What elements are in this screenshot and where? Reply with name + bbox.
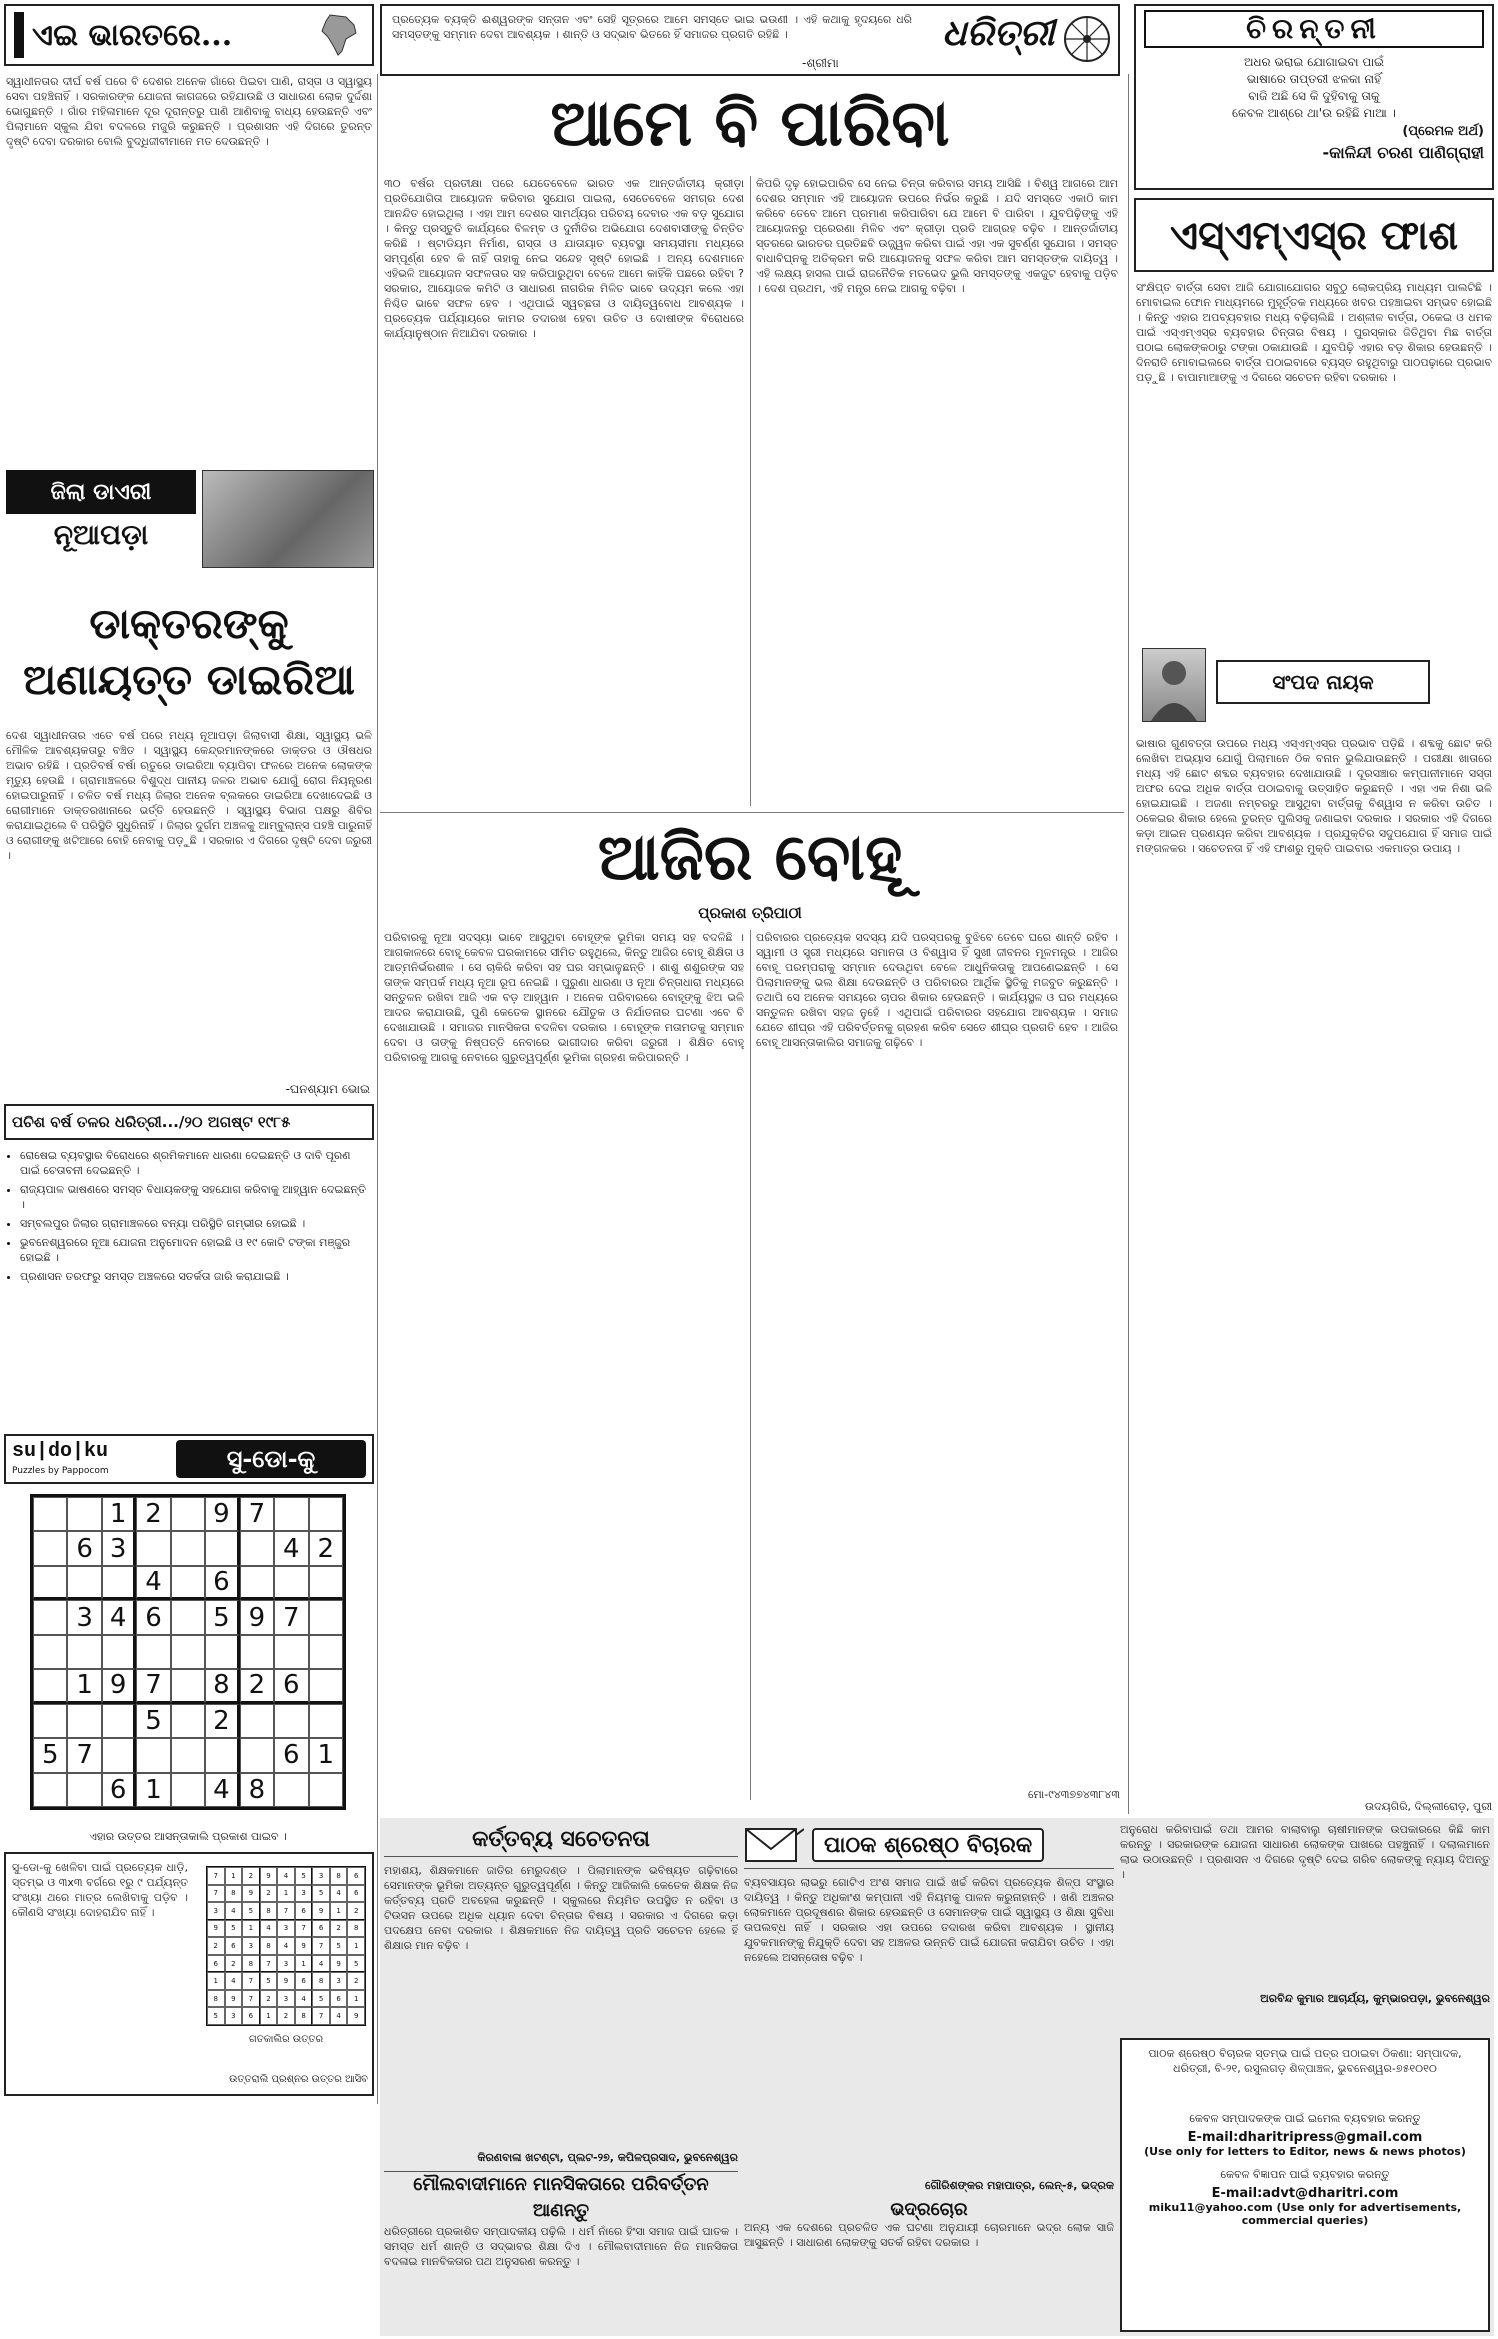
sudoku-cell: 2 <box>240 1669 274 1703</box>
right-letter-signature: ଅରବିନ୍ଦ କୁମାର ଆଚାର୍ଯ୍ୟ, କୁମ୍ଭାରପଡ଼ା, ଭୁବନେଶ୍ୱର <box>1260 1992 1490 2005</box>
district-diary-header <box>6 470 372 568</box>
sudoku-cell: 9 <box>277 1972 295 1990</box>
sudoku-cell: 4 <box>330 2007 348 2025</box>
sudoku-cell: 5 <box>242 1902 260 1920</box>
sudoku-cell: 4 <box>260 1920 278 1938</box>
sudoku-cell: 6 <box>136 1600 170 1634</box>
sudoku-cell <box>67 1704 101 1738</box>
sudoku-cell: 7 <box>274 1600 308 1634</box>
submission-intro: ପାଠକ ଶ୍ରେଷ୍ଠ ବିଚାରକ ସ୍ତମ୍ଭ ପାଇଁ ପତ୍ର ପଠାଇବା ଠିକଣା: ସମ୍ପାଦକ, ଧରିତ୍ରୀ, ବି-୨୧, ରସୁଲଗଡ଼ ଶିଳ୍ପାଞ୍ଚଳ, ଭୁବନେଶ୍ୱର-୭୫୧୦୧୦ <box>1148 2047 1462 2075</box>
chirantani-title: ଚିରନ୍ତନୀ <box>1144 10 1484 48</box>
sudoku-cell: 4 <box>274 1531 308 1565</box>
history-item: • ସମ୍ବଲପୁର ଜିଲାର ଗ୍ରାମାଞ୍ଚଳରେ ବନ୍ୟା ପରିସ୍ଥିତି ଗମ୍ଭୀର ହୋଇଛି । <box>20 1216 370 1231</box>
sudoku-cell: 3 <box>295 1885 313 1903</box>
author-name-box <box>1216 660 1430 704</box>
sudoku-cell: 4 <box>205 1773 239 1807</box>
sudoku-grid <box>30 1494 346 1810</box>
sudoku-cell <box>67 1497 101 1531</box>
chirantani-box <box>1134 4 1494 190</box>
chirantani-source: (ପ୍ରେମଳ ଅର୍ଥ) <box>1402 124 1484 139</box>
sudoku-title: ସୁ-ଡୋ-କୁ <box>176 1440 366 1478</box>
twenty-five-years-list <box>6 1148 370 1428</box>
sudoku-cell: 8 <box>260 1937 278 1955</box>
sudoku-cell: 2 <box>207 1937 225 1955</box>
sudoku-cell <box>33 1566 67 1600</box>
sudoku-cell <box>67 1566 101 1600</box>
best-reader-section <box>744 1822 1114 2322</box>
sudoku-cell: 1 <box>277 1885 295 1903</box>
right-letter-body: ଅନୁରୋଧ କରିବାପାଇଁ ତଥା ଆମର ବାଲାବାଲୁ ଚାଷୀମାନଙ୍କ ଉପକାରରେ କିଛି କାମ କରନ୍ତୁ । ସରକାରଙ୍କ ଯୋଜନା ସାଧାରଣ ଲୋକଙ୍କ ପାଖରେ ପହଞ୍ଚୁନାହିଁ । ଦଲାଲମାନେ ଲାଭ ଉଠାଉଛନ୍ତି । ପ୍ରଶାସନ ଏ ଦିଗରେ ଦୃଷ୍ଟି ଦେଇ ଗରିବ ଲୋକଙ୍କୁ ନ୍ୟାୟ ଦିଅନ୍ତୁ । <box>1120 1823 1490 1881</box>
sudoku-cell <box>274 1773 308 1807</box>
district-photo <box>202 470 374 568</box>
sudoku-cell: 1 <box>225 1867 243 1885</box>
sudoku-cell: 5 <box>312 1885 330 1903</box>
history-item: • ରୋଷେଇ ବ୍ୟବସ୍ଥାର ବିରୋଧରେ ଶ୍ରମିକମାନେ ଧାରଣା ଦେଇଛନ୍ତି ଓ ଦାବି ପୂରଣ ପାଇଁ ଚେତାବନୀ ଦେଇଛନ୍ତି । <box>20 1148 370 1178</box>
sudoku-cell: 8 <box>295 2007 313 2025</box>
sudoku-cell: 5 <box>347 1955 365 1973</box>
sudoku-cell: 1 <box>260 2007 278 2025</box>
sudoku-cell: 8 <box>225 1885 243 1903</box>
sudoku-cell: 1 <box>242 1920 260 1938</box>
brand-logo: ଧରିତ୍ରୀ <box>942 12 1055 54</box>
chirantani-verse: ଅଧର ଭରାଇ ଯୋଗାଇବା ପାଇଁ ଭାଷାରେ ତାପ୍ତରୀ ଝଳକା ନାହିଁ ବାଜି ଅଛି ସେ କି ଦୁହିବାକୁ ତାକୁ କେବଳ ଆଶ୍ରେ ଥା'ଉ ରହିଛି ମାଆ । <box>1232 55 1396 120</box>
previous-solution-grid <box>206 1866 366 2026</box>
sudoku-cell: 9 <box>225 1990 243 2008</box>
sudoku-cell: 4 <box>330 1885 348 1903</box>
district-headline: ଡାକ୍ତରଙ୍କୁ ଅଣାୟତ୍ତ ଡାଇରିଆ <box>23 599 355 704</box>
author-block <box>1136 648 1492 728</box>
sudoku-cell <box>67 1773 101 1807</box>
duty-letter-title: କର୍ତ୍ତବ୍ୟ ସଚେତନତା <box>384 1822 738 1857</box>
best-reader-sub-body: ଅନ୍ୟ ଏକ ଦେଶରେ ପ୍ରଚଳିତ ଏକ ଘଟଣା ଅନୁଯାୟୀ ଚୋରମାନେ ଭଦ୍ର ଲୋକ ସାଜି ଆସୁଛନ୍ତି । ସାଧାରଣ ଲୋକଙ୍କୁ ସତର୍କ ରହିବା ଦରକାର । <box>744 2221 1114 2249</box>
top-quote-text: ପ୍ରତ୍ୟେକ ବ୍ୟକ୍ତି ଈଶ୍ୱରଙ୍କ ସନ୍ତାନ ଏବଂ ସେହି ସୂତ୍ରରେ ଆମେ ସମସ୍ତେ ଭାଇ ଭଉଣୀ । ଏହି କଥାକୁ ହୃଦୟରେ ଧରି ସମସ୍ତଙ୍କୁ ସମ୍ମାନ ଦେବା ଆବଶ୍ୟକ । ଶାନ୍ତି ଓ ସଦ୍ଭାବ ଭିତରେ ହିଁ ସମାଜର ପ୍ରଗତି ରହିଛି । <box>392 13 912 41</box>
sudoku-cell: 3 <box>330 1972 348 1990</box>
sudoku-cell: 9 <box>347 2007 365 2025</box>
chakra-icon <box>1062 14 1112 64</box>
sudoku-cell: 1 <box>67 1669 101 1703</box>
twenty-five-years-header <box>4 1104 374 1140</box>
sudoku-cell: 9 <box>295 1937 313 1955</box>
anganwadi-letter-body: ଧରିତ୍ରୀରେ ପ୍ରକାଶିତ ସମ୍ପାଦକୀୟ ପଢ଼ିଲି । ଧର୍ମ ନାଁରେ ହିଂସା ସମାଜ ପାଇଁ ଘାତକ । ସମସ୍ତ ଧର୍ମ ଶାନ୍ତି ଓ ସଦ୍ଭାବର ଶିକ୍ଷା ଦିଏ । ମୌଲବାଦୀମାନେ ନିଜ ମାନସିକତା ବଦଳାଇ ମାନବିକତାର ପଥ ଅନୁସରଣ କରନ୍ତୁ । <box>384 2225 738 2268</box>
best-reader-title: ପାଠକ ଶ୍ରେଷ୍ଠ ବିଚାରକ <box>812 1828 1044 1862</box>
district-body: ଦେଶ ସ୍ୱାଧୀନତାର ଏତେ ବର୍ଷ ପରେ ମଧ୍ୟ ନୂଆପଡ଼ା ଜିଲାବାସୀ ଶିକ୍ଷା, ସ୍ୱାସ୍ଥ୍ୟ ଭଳି ମୌଳିକ ଆବଶ୍ୟକତାରୁ ବଞ୍ଚିତ । ସ୍ୱାସ୍ଥ୍ୟ କେନ୍ଦ୍ରମାନଙ୍କରେ ଡାକ୍ତର ଓ ଔଷଧର ଅଭାବ ରହିଛି । ପ୍ରତିବର୍ଷ ବର୍ଷା ଋତୁରେ ଡାଇରିଆ ବ୍ୟାପିବା ଫଳରେ ଅନେକ ଲୋକଙ୍କ ମୃତ୍ୟୁ ହେଉଛି । ଗ୍ରାମାଞ୍ଚଳରେ ବିଶୁଦ୍ଧ ପାନୀୟ ଜଳର ଅଭାବ ଯୋଗୁଁ ରୋଗ ନିୟନ୍ତ୍ରଣ ହୋଇପାରୁନାହିଁ । ଚଳିତ ବର୍ଷ ମଧ୍ୟ ଜିଲାର ଅନେକ ବ୍ଲକରେ ଡାଇରିଆ ଦେଖାଦେଇଛି ଓ ରୋଗୀମାନେ ଡାକ୍ତରଖାନାରେ ଭର୍ତ୍ତି ହେଉଛନ୍ତି । ସ୍ୱାସ୍ଥ୍ୟ ବିଭାଗ ପକ୍ଷରୁ ଶିବିର କରାଯାଇଥିଲେ ବି ପରିସ୍ଥିତି ସୁଧୁରିନାହିଁ । ଜିଲାର ଦୁର୍ଗମ ଅଞ୍ଚଳକୁ ଆମ୍ବୁଲାନ୍ସ ପହଞ୍ଚି ପାରୁନାହିଁ ଓ ରୋଗୀଙ୍କୁ ଖଟିଆରେ ବୋହି ନେବାକୁ ପଡ଼ୁଛି । ସରକାର ଏ ଦିଗରେ ଦୃଷ୍ଟି ଦେବା ଜରୁରୀ । <box>6 729 372 862</box>
sudoku-cell: 3 <box>207 1902 225 1920</box>
sudoku-cell: 7 <box>242 1990 260 2008</box>
sudoku-cell: 6 <box>295 1972 313 1990</box>
sudoku-cell <box>33 1773 67 1807</box>
sudoku-cell <box>274 1566 308 1600</box>
previous-solution-label: ଗତକାଲିର ଉତ୍ତର <box>248 2034 324 2045</box>
editorial-headline: ଆମେ ବି ପାରିବା <box>550 86 950 161</box>
sudoku-cell: 7 <box>242 1972 260 1990</box>
sudoku-cell: 8 <box>242 1955 260 1973</box>
sudoku-cell: 7 <box>207 1867 225 1885</box>
author-photo <box>1142 648 1206 722</box>
sudoku-cell: 6 <box>242 2007 260 2025</box>
sudoku-cell: 2 <box>347 1972 365 1990</box>
chirantani-poet: -କାଳିନ୍ଦୀ ଚରଣ ପାଣିଗ୍ରାହୀ <box>1322 143 1484 162</box>
sudoku-cell <box>274 1704 308 1738</box>
sudoku-cell: 5 <box>312 1990 330 2008</box>
sudoku-cell: 2 <box>225 1955 243 1973</box>
ad-label: କେବଳ ବିଜ୍ଞାପନ ପାଇଁ ବ୍ୟବହାର କରନ୍ତୁ <box>1220 2168 1390 2181</box>
sudoku-cell: 7 <box>277 1902 295 1920</box>
sudoku-cell: 1 <box>207 1972 225 1990</box>
sudoku-cell: 8 <box>240 1773 274 1807</box>
sudoku-cell <box>171 1704 205 1738</box>
sudoku-cell: 8 <box>205 1669 239 1703</box>
sudoku-cell: 1 <box>295 1955 313 1973</box>
sudoku-cell <box>171 1635 205 1669</box>
sudoku-cell: 6 <box>67 1531 101 1565</box>
sudoku-cell: 2 <box>205 1704 239 1738</box>
sudoku-cell: 9 <box>260 1867 278 1885</box>
sudoku-cell <box>136 1531 170 1565</box>
sudoku-cell: 4 <box>225 1902 243 1920</box>
sudoku-cell <box>240 1566 274 1600</box>
this-india-header <box>4 4 374 66</box>
sms-body-2: ଭାଷାର ଗୁଣବତ୍ତା ଉପରେ ମଧ୍ୟ ଏସ୍‌ଏମ୍‌ଏସ୍‌ର ପ୍ରଭାବ ପଡ଼ିଛି । ଶବ୍ଦକୁ ଛୋଟ କରି ଲେଖିବା ଅଭ୍ୟାସ ଯୋଗୁଁ ପିଲାମାନେ ଠିକ ବନାନ ଭୁଲିଯାଉଛନ୍ତି । ପରୀକ୍ଷା ଖାତାରେ ମଧ୍ୟ ଏହି ଛୋଟ ଶବ୍ଦର ବ୍ୟବହାର ଦେଖାଯାଉଛି । ଦୂରସଞ୍ଚାର କମ୍ପାନୀମାନେ ସସ୍ତା ଅଫର ଦେଇ ଅଧିକ ବାର୍ତ୍ତା ପଠାଇବାକୁ ଉତ୍ସାହିତ କରୁଛନ୍ତି । ଏହା ଏକ ନିଶା ଭଳି ହୋଇଯାଇଛି । ଅଜଣା ନମ୍ବରରୁ ଆସୁଥିବା ବାର୍ତ୍ତାକୁ ବିଶ୍ୱାସ ନ କରିବା ଉଚିତ । ଠକେଇର ଶିକାର ହେଲେ ତୁରନ୍ତ ପୁଲିସକୁ ଜଣାଇବା ଦରକାର । ସରକାର ଏହି ଦିଗରେ କଡ଼ା ଆଇନ ପ୍ରଣୟନ କରିବା ଆବଶ୍ୟକ । ପ୍ରଯୁକ୍ତିର ସଦୁପଯୋଗ ହିଁ ସମାଜ ପାଇଁ ମଙ୍ଗଳକର । ସଚେତନତା ହିଁ ଏହି ଫାଶରୁ ମୁକ୍ତି ପାଇବାର ଏକମାତ୍ର ଉପାୟ । <box>1136 737 1492 855</box>
best-reader-body: ବ୍ୟବସାୟର ଲାଭରୁ ଗୋଟିଏ ଅଂଶ ସମାଜ ପାଇଁ ଖର୍ଚ୍ଚ କରିବା ପ୍ରତ୍ୟେକ ଶିଳ୍ପ ସଂସ୍ଥାର ଦାୟିତ୍ୱ । କିନ୍ତୁ ଅଧିକାଂଶ କମ୍ପାନୀ ଏହି ନିୟମକୁ ପାଳନ କରୁନାହାନ୍ତି । ଖଣି ଅଞ୍ଚଳର ଲୋକମାନେ ପ୍ରଦୂଷଣର ଶିକାର ହେଉଛନ୍ତି ଓ ସେମାନଙ୍କ ପାଇଁ ସ୍ୱାସ୍ଥ୍ୟ ଓ ଶିକ୍ଷା ସୁବିଧା ଉପଲବ୍ଧ ନାହିଁ । ସରକାର ଏହା ଉପରେ ତଦାରଖ କରିବା ଆବଶ୍ୟକ । ସ୍ଥାନୀୟ ଯୁବକମାନଙ୍କୁ ନିଯୁକ୍ତି ଦେବା ସହ ଅଞ୍ଚଳର ଉନ୍ନତି ପାଇଁ ଯୋଜନା କରାଯିବା ଉଚିତ । ଏହା ନହେଲେ ଅସନ୍ତୋଷ ବଢ଼ିବ । <box>744 1876 1114 1964</box>
history-item: • ପ୍ରଶାସନ ତରଫରୁ ସମସ୍ତ ଅଞ୍ଚଳରେ ସତର୍କତା ଜାରି କରାଯାଇଛି । <box>20 1269 370 1284</box>
best-reader-signature: ଗୌରିଶଙ୍କର ମହାପାତ୍ର, ଲେନ୍-୫, ଭଦ୍ରକ <box>925 2179 1114 2192</box>
sudoku-cell: 9 <box>205 1497 239 1531</box>
sudoku-cell: 8 <box>260 1902 278 1920</box>
sudoku-cell: 3 <box>312 1867 330 1885</box>
sudoku-cell: 4 <box>102 1600 136 1634</box>
sudoku-cell: 6 <box>330 1990 348 2008</box>
district-diary-label: ଜିଲା ଡାଏରୀ <box>6 470 196 514</box>
sudoku-cell: 4 <box>277 1867 295 1885</box>
twenty-five-years-title: ପଚିଶ ବର୍ଷ ତଳର ଧରିତ୍ରୀ.../୨୦ ଅଗଷ୍ଟ ୧୯୮୫ <box>12 1113 291 1131</box>
sudoku-cell: 6 <box>312 1920 330 1938</box>
sudoku-cell: 6 <box>102 1773 136 1807</box>
sudoku-cell <box>171 1566 205 1600</box>
sudoku-cell <box>136 1738 170 1772</box>
sudoku-cell <box>240 1531 274 1565</box>
history-item: • ଭୁବନେଶ୍ୱରରେ ନୂଆ ଯୋଜନା ଅନୁମୋଦନ ହୋଇଛି ଓ ୧୯ କୋଟି ଟଙ୍କା ମଞ୍ଜୁର ହୋଇଛି । <box>20 1235 370 1265</box>
sudoku-cell: 5 <box>225 1920 243 1938</box>
sudoku-cell: 2 <box>136 1497 170 1531</box>
right-letter <box>1120 1822 1490 2032</box>
best-reader-header <box>744 1822 1114 1869</box>
author-name: ସଂପଦ ନାୟକ <box>1272 670 1374 694</box>
person-icon <box>1143 649 1205 721</box>
sudoku-cell <box>171 1497 205 1531</box>
this-india-body: ସ୍ୱାଧୀନତାର ଦୀର୍ଘ ବର୍ଷ ପରେ ବି ଦେଶର ଅନେକ ଗାଁରେ ପିଇବା ପାଣି, ରାସ୍ତା ଓ ସ୍ୱାସ୍ଥ୍ୟ ସେବା ପହଞ୍ଚିନାହିଁ । ସରକାରଙ୍କ ଯୋଜନା କାଗଜରେ ରହିଯାଉଛି ଓ ସାଧାରଣ ଲୋକ ଦୁର୍ଦ୍ଦଶା ଭୋଗୁଛନ୍ତି । ଗାଁର ମହିଳାମାନେ ଦୂର ଦୂରାନ୍ତରୁ ପାଣି ଆଣିବାକୁ ବାଧ୍ୟ ହେଉଛନ୍ତି ଏବଂ ପିଲାମାନେ ସ୍କୁଲ ଯିବା ବଦଳରେ ମଜୁରି କରୁଛନ୍ତି । ପ୍ରଶାସନ ଏହି ଦିଗରେ ତୁରନ୍ତ ଦୃଷ୍ଟି ଦେବା ଦରକାର ବୋଲି ବୁଦ୍ଧିଜୀବୀମାନେ ମତ ଦେଉଛନ୍ତି । <box>6 75 372 148</box>
sudoku-cell <box>67 1635 101 1669</box>
india-map-icon <box>316 11 364 59</box>
sudoku-cell: 8 <box>312 1972 330 1990</box>
sudoku-cell: 5 <box>260 1972 278 1990</box>
sudoku-cell: 2 <box>242 1867 260 1885</box>
sudoku-cell: 6 <box>347 1885 365 1903</box>
sudoku-cell: 6 <box>295 1902 313 1920</box>
sudoku-cell: 1 <box>136 1773 170 1807</box>
ad-email[interactable]: E-mail:advt@dharitri.com <box>1211 2186 1399 2201</box>
sudoku-cell <box>205 1738 239 1772</box>
sudoku-cell <box>102 1738 136 1772</box>
editorial-col1: ୩୦ ବର୍ଷର ପ୍ରତୀକ୍ଷା ପରେ ଯେତେବେଳେ ଭାରତ ଏକ ଆନ୍ତର୍ଜାତୀୟ କ୍ରୀଡ଼ା ପ୍ରତିଯୋଗିତା ଆୟୋଜନ କରିବାର ସୁଯୋଗ ପାଇଲା, ସେତେବେଳେ ସମଗ୍ର ଦେଶ ଆନନ୍ଦିତ ହୋଇଥିଲା । ଏହା ଆମ ଦେଶର ସାମର୍ଥ୍ୟର ପରିଚୟ ଦେବାର ଏକ ବଡ଼ ସୁଯୋଗ । କିନ୍ତୁ ପ୍ରସ୍ତୁତି କାର୍ଯ୍ୟରେ ବିଳମ୍ବ ଓ ଦୁର୍ନୀତିର ଅଭିଯୋଗ ଦେଶବାସୀଙ୍କୁ ଚିନ୍ତିତ କରିଛି । ଷ୍ଟାଡିୟମ ନିର୍ମାଣ, ରାସ୍ତା ଓ ଯାତାୟାତ ବ୍ୟବସ୍ଥା ସମୟସୀମା ମଧ୍ୟରେ ସମ୍ପୂର୍ଣ୍ଣ ହେବ କି ନାହିଁ ତାହାକୁ ନେଇ ସନ୍ଦେହ ସୃଷ୍ଟି ହୋଇଛି । ଅନ୍ୟ ଦେଶମାନେ ଏହିଭଳି ଆୟୋଜନ ସଫଳତାର ସହ କରିପାରୁଥିବା ବେଳେ ଆମେ କାହିଁକି ପଛରେ ରହିବା ? ସରକାର, ଆୟୋଜକ କମିଟି ଓ ସାଧାରଣ ନାଗରିକ ମିଳିତ ଭାବେ ଉଦ୍ୟମ କଲେ ଏହା ନିଶ୍ଚିତ ଭାବେ ସଫଳ ହେବ । ଏଥିପାଇଁ ସ୍ୱଚ୍ଛତା ଓ ଦାୟିତ୍ୱବୋଧ ଆବଶ୍ୟକ । ପ୍ରତ୍ୟେକ ପର୍ଯ୍ୟାୟରେ କାମର ତଦାରଖ ହେବା ଉଚିତ ଓ ଦୋଷୀଙ୍କ ବିରୋଧରେ କାର୍ଯ୍ୟାନୁଷ୍ଠାନ ନିଆଯିବା ଦରକାର । <box>384 177 744 340</box>
sudoku-cell: 3 <box>225 2007 243 2025</box>
sudoku-cell: 1 <box>309 1738 343 1772</box>
district-byline: -ଘନଶ୍ୟାମ ଭୋଇ <box>285 1082 370 1096</box>
sudoku-cell: 6 <box>225 1937 243 1955</box>
sudoku-cell: 8 <box>207 1990 225 2008</box>
editor-email[interactable]: E-mail:dharitripress@gmail.com <box>1187 2130 1423 2145</box>
sudoku-cell <box>274 1635 308 1669</box>
sudoku-cell <box>309 1566 343 1600</box>
sms-address: ଉଦୟଗିରି, ଦିଲ୍ଲୀରୋଡ଼, ପୁରୀ <box>1364 1800 1492 1813</box>
sudoku-cell: 6 <box>207 1955 225 1973</box>
sudoku-cell: 7 <box>312 1937 330 1955</box>
this-india-title: ଏଇ ଭାରତରେ... <box>32 17 233 53</box>
sudoku-cell: 7 <box>295 1920 313 1938</box>
sudoku-cell <box>309 1704 343 1738</box>
sudoku-cell: 1 <box>330 1902 348 1920</box>
sudoku-cell: 8 <box>330 1867 348 1885</box>
sudoku-answer-note: ଏହାର ଉତ୍ତର ଆସନ୍ତାକାଲି ପ୍ରକାଶ ପାଇବ । <box>89 1830 287 1843</box>
sudoku-cell: 1 <box>347 1990 365 2008</box>
sudoku-cell <box>33 1635 67 1669</box>
sudoku-cell: 5 <box>136 1704 170 1738</box>
sudoku-cell <box>274 1497 308 1531</box>
sudoku-cell: 5 <box>330 1937 348 1955</box>
feature-col2: ପରିବାରର ପ୍ରତ୍ୟେକ ସଦସ୍ୟ ଯଦି ପରସ୍ପରକୁ ବୁଝିବେ ତେବେ ଘରେ ଶାନ୍ତି ରହିବ । ସ୍ୱାମୀ ଓ ସ୍ତ୍ରୀ ମଧ୍ୟରେ ସମାନତା ଓ ବିଶ୍ୱାସ ହିଁ ସୁଖୀ ଜୀବନର ମୂଳମନ୍ତ୍ର । ଆଜିର ବୋହୂ ପରମ୍ପରାକୁ ସମ୍ମାନ ଦେଉଥିବା ବେଳେ ଆଧୁନିକତାକୁ ଆପଣେଇଛନ୍ତି । ସେ ପିଲାମାନଙ୍କୁ ଭଲ ଶିକ୍ଷା ଦେଉଛନ୍ତି ଓ ପରିବାରର ଆର୍ଥିକ ସ୍ଥିତିକୁ ମଜବୁତ କରୁଛନ୍ତି । ତଥାପି ସେ ଅନେକ ସମୟରେ ଚାପର ଶିକାର ହେଉଛନ୍ତି । କାର୍ଯ୍ୟସ୍ଥଳ ଓ ଘର ମଧ୍ୟରେ ସନ୍ତୁଳନ ରଖିବା ସହଜ ନୁହେଁ । ଏଥିପାଇଁ ପରିବାରର ସହଯୋଗ ଆବଶ୍ୟକ । ସମାଜ ଯେତେ ଶୀଘ୍ର ଏହି ପରିବର୍ତ୍ତନକୁ ଗ୍ରହଣ କରିବ ସେତେ ଶୀଘ୍ର ପ୍ରଗତି ହେବ । ଆଜିର ବୋହୂ ଆସନ୍ତାକାଲିର ସମାଜକୁ ଗଢ଼ିବେ । <box>756 931 1118 1049</box>
sudoku-cell: 4 <box>136 1566 170 1600</box>
sudoku-cell: 3 <box>277 1990 295 2008</box>
sudoku-cell: 4 <box>225 1972 243 1990</box>
sudoku-cell: 2 <box>277 2007 295 2025</box>
sudoku-cell: 9 <box>330 1955 348 1973</box>
email-label: କେବଳ ସମ୍ପାଦକଙ୍କ ପାଇଁ ଇମେଲ ବ୍ୟବହାର କରନ୍ତୁ <box>1189 2112 1421 2125</box>
duty-letter <box>384 1822 738 2322</box>
feature-headline: ଆଜିର ବୋହୂ <box>597 820 903 895</box>
history-item: • ରାଜ୍ୟପାଳ ଭାଷଣରେ ସମସ୍ତ ବିଧାୟକଙ୍କୁ ସହଯୋଗ କରିବାକୁ ଆହ୍ୱାନ ଦେଇଛନ୍ତି । <box>20 1182 370 1212</box>
sudoku-cell: 4 <box>312 1955 330 1973</box>
sudoku-cell: 6 <box>347 1867 365 1885</box>
sudoku-cell: 9 <box>242 1885 260 1903</box>
sudoku-cell: 3 <box>242 1937 260 1955</box>
sudoku-cell <box>171 1738 205 1772</box>
sudoku-cell: 7 <box>260 1955 278 1973</box>
feature-col1: ପରିବାରକୁ ନୂଆ ସଦସ୍ୟା ଭାବେ ଆସୁଥିବା ବୋହୂଙ୍କ ଭୂମିକା ସମୟ ସହ ବଦଳିଛି । ଆଗକାଳରେ ବୋହୂ କେବଳ ଘରକାମରେ ସୀମିତ ରହୁଥିଲେ, କିନ୍ତୁ ଆଜିର ବୋହୂ ଶିକ୍ଷିତା ଓ ଆତ୍ମନିର୍ଭରଶୀଳ । ସେ ଚାକିରି କରିବା ସହ ଘର ସମ୍ଭାଳୁଛନ୍ତି । ଶାଶୁ ଶଶୁରଙ୍କ ସହ ତାଙ୍କ ସମ୍ପର୍କ ମଧ୍ୟ ନୂଆ ରୂପ ନେଇଛି । ପୁରୁଣା ଧାରଣା ଓ ନୂଆ ଚିନ୍ତାଧାରା ମଧ୍ୟରେ ସନ୍ତୁଳନ ରଖିବା ଆଜି ଏକ ବଡ଼ ଆହ୍ୱାନ । ଅନେକ ପରିବାରରେ ବୋହୂଙ୍କୁ ଝିଅ ଭଳି ଆଦର କରାଯାଉଛି, ପୁଣି କେତେକ ସ୍ଥାନରେ ଯୌତୁକ ଓ ନିର୍ଯାତନାର ଘଟଣା ଏବେ ବି ଦେଖାଯାଉଛି । ସମାଜର ମାନସିକତା ବଦଳିବା ଦରକାର । ବୋହୂଙ୍କ ମତାମତକୁ ସମ୍ମାନ ଦେବା ଓ ତାଙ୍କୁ ନିଷ୍ପତ୍ତି ନେବାରେ ଭାଗୀଦାର କରିବା ଜରୁରୀ । ଶିକ୍ଷିତ ବୋହୂ ପରିବାରକୁ ଆଗକୁ ନେବାରେ ଗୁରୁତ୍ୱପୂର୍ଣ୍ଣ ଭୂମିକା ଗ୍ରହଣ କରିପାରନ୍ତି । <box>384 931 744 1064</box>
sudoku-cell: 2 <box>330 1920 348 1938</box>
sudoku-header <box>4 1434 374 1484</box>
sudoku-cell: 4 <box>295 1990 313 2008</box>
sudoku-rules-box <box>4 1852 374 2096</box>
ad-email-2[interactable]: miku11@yahoo.com (Use only for advertisements, commercial queries) <box>1148 2201 1462 2227</box>
sudoku-cell: 2 <box>260 1990 278 2008</box>
sudoku-cell: 7 <box>136 1669 170 1703</box>
district-name: ନୂଆପଡ଼ା <box>53 518 149 551</box>
sms-body-1: ସଂକ୍ଷିପ୍ତ ବାର୍ତ୍ତା ସେବା ଆଜି ଯୋଗାଯୋଗର ସବୁଠୁ ଲୋକପ୍ରିୟ ମାଧ୍ୟମ ପାଲଟିଛି । ମୋବାଇଲ ଫୋନ ମାଧ୍ୟମରେ ମୁହୂର୍ତ୍ତକ ମଧ୍ୟରେ ଖବର ପହଞ୍ଚାଇବା ସମ୍ଭବ ହୋଇଛି । କିନ୍ତୁ ଏହାର ଅପବ୍ୟବହାର ମଧ୍ୟ ବଢ଼ିଚାଲିଛି । ଅଶ୍ଳୀଳ ବାର୍ତ୍ତା, ଠକେଇ ଓ ଧମକ ପାଇଁ ଏସ୍‌ଏମ୍‌ଏସ୍‌ର ବ୍ୟବହାର ଚିନ୍ତାର ବିଷୟ । ପୁରସ୍କାର ଜିତିଥିବା ମିଛ ବାର୍ତ୍ତା ପଠାଇ ଲୋକଙ୍କଠାରୁ ଟଙ୍କା ଠକାଯାଉଛି । ଯୁବପିଢ଼ି ଏହାର ବଡ଼ ଶିକାର ହେଉଛନ୍ତି । ଦିନରାତି ମୋବାଇଲରେ ବାର୍ତ୍ତା ପଠାଇବାରେ ବ୍ୟସ୍ତ ରହୁଥିବାରୁ ପାଠପଢ଼ାରେ ପ୍ରଭାବ ପଡ଼ୁଛି । ବାପାମାଆଙ୍କୁ ଏ ଦିଗରେ ସଚେତନ ରହିବା ଦରକାର । <box>1136 281 1492 384</box>
sudoku-cell <box>309 1497 343 1531</box>
sudoku-cell: 7 <box>67 1738 101 1772</box>
sudoku-cell <box>171 1773 205 1807</box>
sudoku-cell: 5 <box>205 1600 239 1634</box>
sudoku-cell <box>33 1704 67 1738</box>
sudoku-cell: 2 <box>260 1885 278 1903</box>
sms-headline-box <box>1134 198 1494 272</box>
sudoku-cell <box>33 1497 67 1531</box>
sudoku-cell: 3 <box>102 1531 136 1565</box>
editorial-col2: କିପରି ଦୃଢ଼ ହୋଇପାରିବ ସେ ନେଇ ଚିନ୍ତା କରିବାର ସମୟ ଆସିଛି । ବିଶ୍ୱ ଆଗରେ ଆମ ଦେଶର ସମ୍ମାନ ଏହି ଆୟୋଜନ ଉପରେ ନିର୍ଭର କରୁଛି । ଯଦି ସମସ୍ତେ ଏକାଠି କାମ କରିବେ ତେବେ ଆମେ ପ୍ରମାଣ କରିପାରିବା ଯେ ଆମେ ବି ପାରିବା । ଯୁବପିଢ଼ିଙ୍କୁ ଏହି ଆୟୋଜନରୁ ପ୍ରେରଣା ମିଳିବ ଏବଂ କ୍ରୀଡ଼ା ପ୍ରତି ଆଗ୍ରହ ବଢ଼ିବ । ଆନ୍ତର୍ଜାତୀୟ ସ୍ତରରେ ଭାରତର ପ୍ରତିଛବି ଉଜ୍ଜ୍ୱଳ କରିବା ପାଇଁ ଏହା ଏକ ସୁବର୍ଣ୍ଣ ସୁଯୋଗ । ସମସ୍ତ ବାଧାବିଘ୍ନକୁ ଅତିକ୍ରମ କରି ଆୟୋଜନକୁ ସଫଳ କରିବା ଆମ ସମସ୍ତଙ୍କ ଦାୟିତ୍ୱ । ଏହି ଲକ୍ଷ୍ୟ ହାସଲ ପାଇଁ ରାଜନୈତିକ ମତଭେଦ ଭୁଲି ସମସ୍ତଙ୍କୁ ଏକଜୁଟ ହେବାକୁ ପଡ଼ିବ । ଦେଶ ପ୍ରଥମ, ଏହି ମନ୍ତ୍ର ନେଇ ଆଗକୁ ବଢ଼ିବା । <box>756 177 1118 295</box>
top-quote-author: -ଶ୍ରୀମା <box>802 56 839 70</box>
sudoku-cell: 6 <box>205 1566 239 1600</box>
envelope-icon <box>744 1825 804 1865</box>
top-quote-box <box>380 4 1120 76</box>
sudoku-cell <box>309 1773 343 1807</box>
sudoku-cell: 6 <box>274 1738 308 1772</box>
sudoku-cell <box>33 1600 67 1634</box>
sudoku-cell <box>33 1669 67 1703</box>
sudoku-cell <box>240 1635 274 1669</box>
sudoku-cell <box>102 1566 136 1600</box>
sudoku-cell: 3 <box>277 1955 295 1973</box>
sudoku-cell <box>205 1635 239 1669</box>
sudoku-cell: 9 <box>312 1902 330 1920</box>
sudoku-cell <box>102 1635 136 1669</box>
sudoku-cell: 7 <box>207 1885 225 1903</box>
sudoku-cell <box>136 1635 170 1669</box>
sudoku-cell <box>102 1704 136 1738</box>
sudoku-cell <box>171 1531 205 1565</box>
sudoku-brand: su|do|ku <box>12 1440 109 1463</box>
sudoku-cell: 9 <box>240 1600 274 1634</box>
sudoku-cell <box>171 1600 205 1634</box>
anganwadi-letter-title: ମୌଲବାଦୀମାନେ ମାନସିକତାରେ ପରିବର୍ତ୍ତନ ଆଣନ୍ତୁ <box>384 2171 738 2224</box>
sudoku-cell: 1 <box>347 1937 365 1955</box>
sudoku-cell: 5 <box>295 1867 313 1885</box>
sudoku-cell: 5 <box>33 1738 67 1772</box>
sudoku-cell: 1 <box>102 1497 136 1531</box>
sudoku-cell: 3 <box>67 1600 101 1634</box>
feature-byline: ପ୍ରକାଶ ତ୍ରିପାଠୀ <box>698 904 802 922</box>
sudoku-rules: ସୁ-ଡୋ-କୁ ଖେଳିବା ପାଇଁ ପ୍ରତ୍ୟେକ ଧାଡ଼ି, ସ୍ତମ୍ଭ ଓ ୩x୩ ବର୍ଗରେ ୧ରୁ ୯ ପର୍ଯ୍ୟନ୍ତ ସଂଖ୍ୟା ଥରେ ମାତ୍ର ଲେଖିବାକୁ ପଡ଼ିବ । କୌଣସି ସଂଖ୍ୟା ଦୋହରାଯିବ ନାହିଁ । <box>12 1861 188 1919</box>
duty-letter-body: ମହାଶୟ, ଶିକ୍ଷକମାନେ ଜାତିର ମେରୁଦଣ୍ଡ । ପିଲାମାନଙ୍କ ଭବିଷ୍ୟତ ଗଢ଼ିବାରେ ସେମାନଙ୍କ ଭୂମିକା ଅତ୍ୟନ୍ତ ଗୁରୁତ୍ୱପୂର୍ଣ୍ଣ । କିନ୍ତୁ ଆଜିକାଲି କେତେକ ଶିକ୍ଷକ ନିଜ କର୍ତ୍ତବ୍ୟ ପ୍ରତି ଅବହେଳା କରୁଛନ୍ତି । ସ୍କୁଲରେ ନିୟମିତ ଉପସ୍ଥିତ ନ ରହିବା ଓ ଟିଉସନ ଉପରେ ଅଧିକ ଧ୍ୟାନ ଦେବା ଚିନ୍ତାର ବିଷୟ । ସରକାର ଏ ଦିଗରେ କଡ଼ା ପଦକ୍ଷେପ ନେବା ଦରକାର । ଶିକ୍ଷକମାନେ ନିଜ ଦାୟିତ୍ୱ ପ୍ରତି ସଚେତନ ହେଲେ ହିଁ ଶିକ୍ଷାର ମାନ ବଢ଼ିବ । <box>384 1864 738 1952</box>
sudoku-cell <box>240 1738 274 1772</box>
sudoku-cell: 8 <box>347 1920 365 1938</box>
sudoku-cell <box>240 1704 274 1738</box>
sudoku-cell <box>171 1669 205 1703</box>
sudoku-cell: 9 <box>207 1920 225 1938</box>
sudoku-footer: ଉତ୍ତରାଲି ପ୍ରଶ୍ନର ଉତ୍ତର ଆସିବ <box>229 2074 368 2085</box>
sudoku-cell: 2 <box>347 1902 365 1920</box>
best-reader-sub-title: ଭଦ୍ରଚୋର <box>890 2199 968 2220</box>
sms-headline: ଏସ୍‌ଏମ୍‌ଏସ୍‌ର ଫାଶ <box>1170 211 1458 259</box>
sudoku-cell <box>33 1531 67 1565</box>
sudoku-cell: 5 <box>207 2007 225 2025</box>
editor-email-note: (Use only for letters to Editor, news & news photos) <box>1144 2145 1466 2158</box>
sudoku-cell: 2 <box>309 1531 343 1565</box>
sudoku-cell: 4 <box>277 1937 295 1955</box>
sudoku-cell <box>309 1635 343 1669</box>
duty-letter-signature: କିରଣବାଳା ଖଟଣ୍ଟା, ପ୍ଲଟ-୨୭, କପିଳପ୍ରସାଦ, ଭୁବନେଶ୍ୱର <box>477 2151 738 2164</box>
sudoku-cell: 3 <box>277 1920 295 1938</box>
sudoku-cell <box>309 1669 343 1703</box>
sudoku-cell <box>309 1600 343 1634</box>
feature-contact: ମୋ-୯୪୩୭୭୪୩୮୪୩ <box>1028 1788 1120 1801</box>
submission-box <box>1120 2038 1490 2332</box>
sudoku-cell: 6 <box>274 1669 308 1703</box>
sudoku-cell: 7 <box>312 2007 330 2025</box>
sudoku-cell: 9 <box>102 1669 136 1703</box>
sudoku-cell: 7 <box>240 1497 274 1531</box>
sudoku-brand-sub: Puzzles by Pappocom <box>12 1466 109 1476</box>
sudoku-cell <box>205 1531 239 1565</box>
